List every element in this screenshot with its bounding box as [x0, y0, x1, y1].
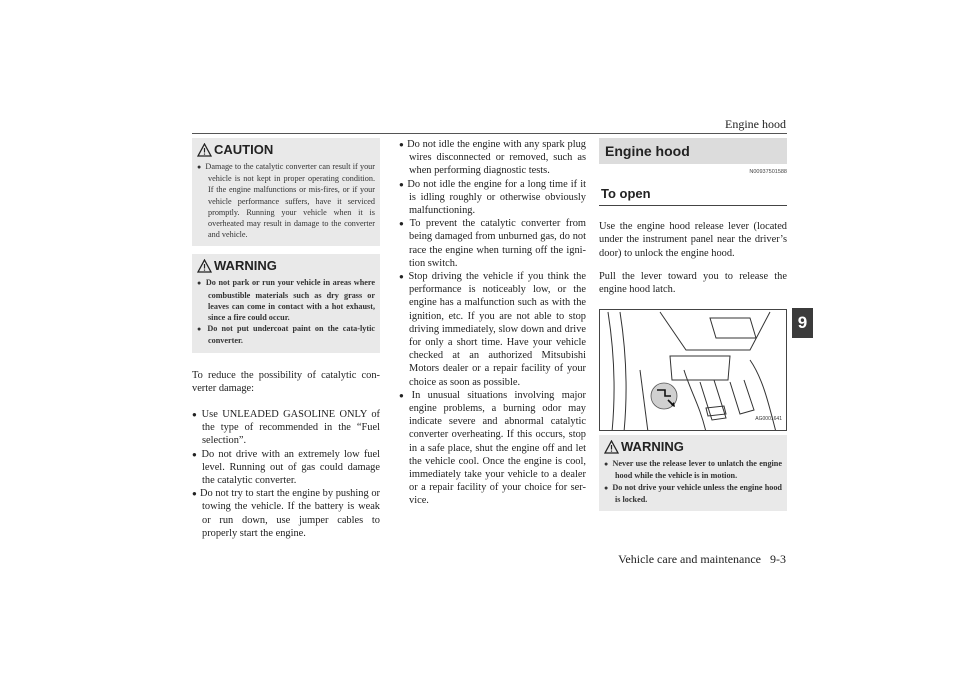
list-item: ● In unusual situations involving major engine problems, a burning odor may indicate severe and abnormal catalytic converter overheating. If this occurs, stop in a safe place, shut the engine off and let the vehicle cool. Once the engine is cool, immediately take your vehicle to a dealer or a repair facility of your choice for ser-vice. — [399, 389, 586, 508]
intro-paragraph: To reduce the possibility of catalytic con-verter damage: — [192, 369, 380, 394]
warning-box — [599, 435, 787, 511]
warning-title-text: WARNING — [621, 439, 684, 455]
warning-title-text: WARNING — [214, 258, 277, 274]
list-item: ● Use UNLEADED GASOLINE ONLY of the type of recommended in the “Fuel selection”. — [192, 408, 380, 448]
warning-item: ● Do not put undercoat paint on the cata-lytic converter. — [197, 323, 375, 346]
figure-code: AG0001641 — [755, 416, 782, 423]
column-3 — [599, 138, 787, 511]
bullet-list — [192, 408, 380, 540]
section-title: Engine hood — [599, 138, 787, 164]
instruction-paragraph: Pull the lever toward you to release the engine hood latch. — [599, 270, 787, 296]
warning-triangle-icon — [197, 259, 212, 273]
warning-title — [604, 439, 782, 455]
list-item: ● Do not try to start the engine by pushing or towing the vehicle. If the battery is weak or run down, use jumper cables to properly start the engine. — [192, 487, 380, 540]
list-item: ● Do not idle the engine for a long time if it is idling roughly or otherwise obviously malfunctioning. — [399, 178, 586, 218]
warning-item: ● Never use the release lever to unlatch the engine hood while the vehicle is in motion. — [604, 458, 782, 481]
list-item: ● To prevent the catalytic converter from being damaged from unburned gas, do not race the engine when turning off the igni-tion switch. — [399, 217, 586, 270]
caution-item: ● Damage to the catalytic converter can result if your vehicle is not kept in proper operating condition. If the engine malfunctions or mis-fires, or if your vehicle performance suffers, have it serviced promptly. Running your vehicle when it is overheated may result in damage to the converter and vehicle. — [197, 161, 375, 240]
list-item: ● Do not drive with an extremely low fuel level. Running out of gas could damage the catalytic converter. — [192, 448, 380, 488]
caution-triangle-icon — [197, 143, 212, 157]
hood-release-figure — [599, 309, 787, 431]
page-header: Engine hood — [725, 117, 786, 131]
caution-box — [192, 138, 380, 246]
warning-list — [604, 458, 782, 505]
subsection-title: To open — [599, 183, 787, 206]
warning-list — [197, 277, 375, 346]
reference-code: N00937501588 — [749, 169, 787, 175]
header-rule — [192, 133, 787, 134]
warning-box — [192, 254, 380, 352]
bullet-list — [399, 138, 586, 508]
chapter-tab[interactable]: 9 — [792, 308, 813, 338]
column-1 — [192, 138, 380, 540]
caution-title — [197, 142, 375, 158]
warning-item: ● Do not drive your vehicle unless the engine hood is locked. — [604, 482, 782, 505]
warning-triangle-icon — [604, 440, 619, 454]
caution-title-text: CAUTION — [214, 142, 274, 157]
warning-item: ● Do not park or run your vehicle in areas where combustible materials such as dry grass or leaves can come in contact with a hot exhaust, since a fire could occur. — [197, 277, 375, 323]
column-2 — [399, 138, 586, 508]
warning-title — [197, 258, 375, 274]
caution-list — [197, 161, 375, 240]
list-item: ● Do not idle the engine with any spark plug wires disconnected or removed, such as when performing diagnostic tests. — [399, 138, 586, 178]
list-item: ● Stop driving the vehicle if you think the performance is noticeably low, or the engine has a malfunction such as with the ignition, etc. If you are not able to stop driving immediately, slow down and drive for only a short time. Have your vehicle checked at an authorized Mitsubishi Motors dealer or a repair facility of your choice as soon as possible. — [399, 270, 586, 389]
page-footer: Vehicle care and maintenance 9-3 — [618, 552, 786, 566]
instruction-paragraph: Use the engine hood release lever (located under the instrument panel near the driver’s door) to unlock the engine hood. — [599, 221, 787, 259]
